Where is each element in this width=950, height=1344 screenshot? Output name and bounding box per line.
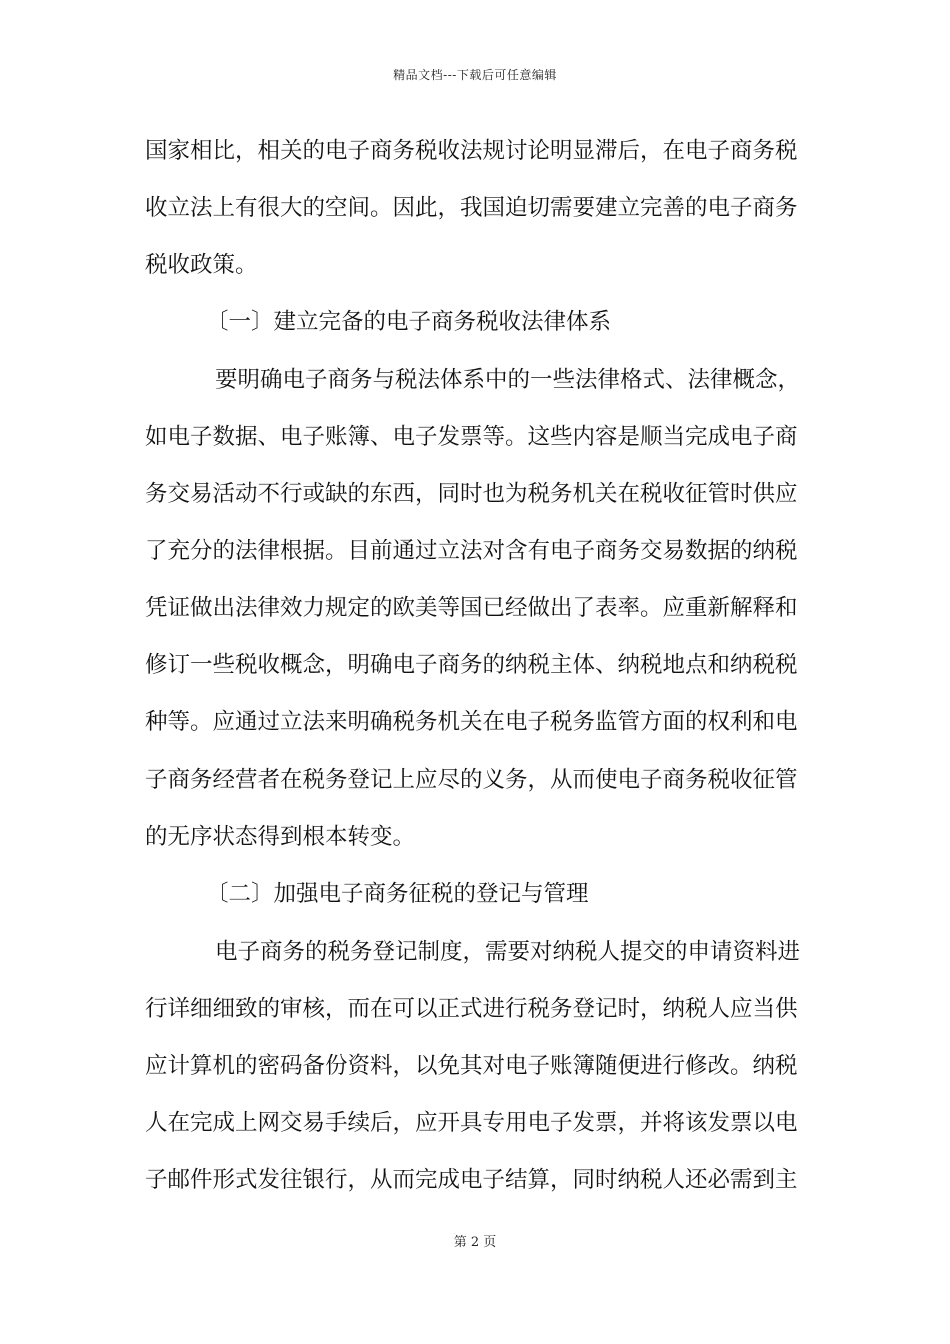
paragraph-line: 国家相比，相关的电子商务税收法规讨论明显滞后，在电子商务税 [145,138,798,164]
paragraph-line: 行详细细致的审核，而在可以正式进行税务登记时，纳税人应当供 [145,996,798,1022]
section-heading: 〔二〕加强电子商务征税的登记与管理 [206,881,589,907]
paragraph-line: 了充分的法律根据。目前通过立法对含有电子商务交易数据的纳税 [145,538,798,564]
page-header: 精品文档---下载后可任意编辑 [393,68,557,82]
paragraph-line: 修订一些税收概念，明确电子商务的纳税主体、纳税地点和纳税税 [145,652,798,678]
paragraph-line: 的无序状态得到根本转变。 [145,824,416,850]
section-heading: 〔一〕建立完备的电子商务税收法律体系 [206,309,612,335]
paragraph-line: 如电子数据、电子账簿、电子发票等。这些内容是顺当完成电子商 [145,424,798,450]
paragraph-line: 子商务经营者在税务登记上应尽的义务，从而使电子商务税收征管 [145,767,798,793]
paragraph-line: 要明确电子商务与税法体系中的一些法律格式、法律概念， [215,367,801,393]
paragraph-line: 应计算机的密码备份资料，以免其对电子账簿随便进行修改。纳税 [145,1053,798,1079]
paragraph-line: 凭证做出法律效力规定的欧美等国已经做出了表率。应重新解释和 [145,595,798,621]
paragraph-line: 税收政策。 [145,252,258,278]
paragraph-line: 子邮件形式发往银行，从而完成电子结算，同时纳税人还必需到主 [145,1167,798,1193]
paragraph-line: 电子商务的税务登记制度，需要对纳税人提交的申请资料进 [215,939,801,965]
page-number: 第 2 页 [453,1235,497,1250]
paragraph-line: 务交易活动不行或缺的东西，同时也为税务机关在税收征管时供应 [145,481,798,507]
paragraph-line: 收立法上有很大的空间。因此，我国迫切需要建立完善的电子商务 [145,195,798,221]
paragraph-line: 种等。应通过立法来明确税务机关在电子税务监管方面的权利和电 [145,709,798,735]
paragraph-line: 人在完成上网交易手续后，应开具专用电子发票，并将该发票以电 [145,1110,798,1136]
